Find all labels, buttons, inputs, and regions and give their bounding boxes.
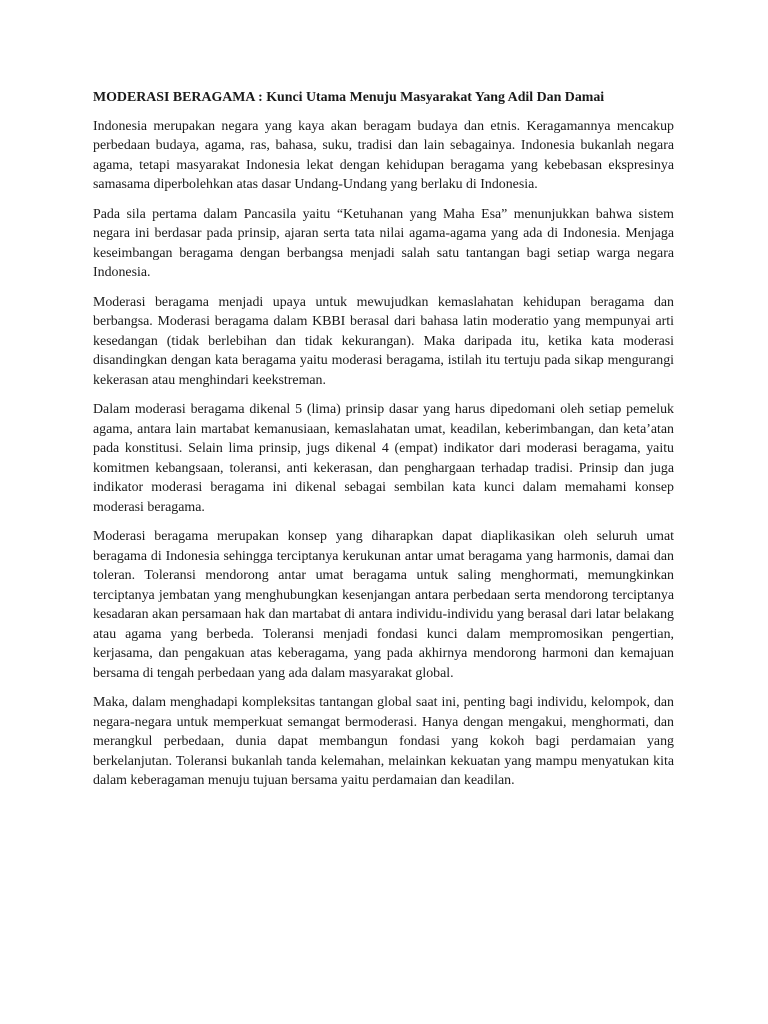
paragraph-6: Maka, dalam menghadapi kompleksitas tantangan global saat ini, penting bagi individu, kelompok, dan negara-negara untuk memperkuat semangat bermoderasi. Hanya dengan mengakui, menghormati, dan merangkul perbedaan, dunia dapat membangun fondasi yang kokoh bagi perdamaian yang berkelanjutan. Toleransi bukanlah tanda kelemahan, melainkan kekuatan yang mampu menyatukan kita dalam keberagaman menuju tujuan bersama yaitu perdamaian dan keadilan. [93,695,674,788]
paragraph-3: Moderasi beragama menjadi upaya untuk mewujudkan kemaslahatan kehidupan beragama dan berbangsa. Moderasi beragama dalam KBBI berasal dari bahasa latin moderatio yang mempunyai arti kesedangan (tidak berlebihan dan tidak kekurangan). Maka daripada itu, ketika kata moderasi disandingkan dengan kata beragama yaitu moderasi beragama, istilah itu tertuju pada sikap mengurangi kekerasan atau menghindari keekstreman. [93,294,674,388]
paragraph-4: Dalam moderasi beragama dikenal 5 (lima) prinsip dasar yang harus dipedomani oleh setiap pemeluk agama, antara lain martabat kemanusiaan, kemaslahatan umat, keadilan, keberimbangan, dan keta’atan pada konstitusi. Selain lima prinsip, jugs dikenal 4 (empat) indikator dari moderasi beragama, yaitu komitmen kebangsaan, toleransi, anti kekerasan, dan penghargaan terhadap tradisi. Prinsip dan juga indikator moderasi beragama ini dikenal sebagai sembilan kata kunci dalam memahami konsep moderasi beragama. [93,402,674,515]
document-body [93,88,674,801]
document-title: MODERASI BERAGAMA : Kunci Utama Menuju Masyarakat Yang Adil Dan Damai [93,90,605,105]
paragraph-2: Pada sila pertama dalam Pancasila yaitu “Ketuhanan yang Maha Esa” menunjukkan bahwa sistem negara ini berdasar pada prinsip, ajaran serta tata nilai agama-agama yang ada di Indonesia. Menjaga keseimbangan beragama dengan berbangsa menjadi salah satu tantangan bagi setiap warga negara Indonesia. [93,206,674,280]
paragraph-1: Indonesia merupakan negara yang kaya akan beragam budaya dan etnis. Keragamannya mencakup perbedaan budaya, agama, ras, bahasa, suku, tradisi dan lain sebagainya. Indonesia bukanlah negara agama, tetapi masyarakat Indonesia lekat dengan kehidupan beragama yang kebebasan ekspresinya samasama diperbolehkan atas dasar Undang-Undang yang berlaku di Indonesia. [93,118,674,192]
paragraph-5: Moderasi beragama merupakan konsep yang diharapkan dapat diaplikasikan oleh seluruh umat beragama di Indonesia sehingga terciptanya kerukunan antar umat beragama yang harmonis, damai dan toleran. Toleransi mendorong antar umat beragama untuk saling menghormati, memungkinkan terciptanya jembatan yang menghubungkan kesenjangan antara perbedaan serta mendorong terciptanya kesadaran akan persamaan hak dan martabat di antara individu-individu yang berasal dari latar belakang atau agama yang berbeda. Toleransi menjadi fondasi kunci dalam mempromosikan pengertian, kerjasama, dan pengakuan atas keberagama, yang pada akhirnya mendorong harmoni dan kemajuan bersama di tengah perbedaan yang ada dalam masyarakat global. [93,529,674,681]
